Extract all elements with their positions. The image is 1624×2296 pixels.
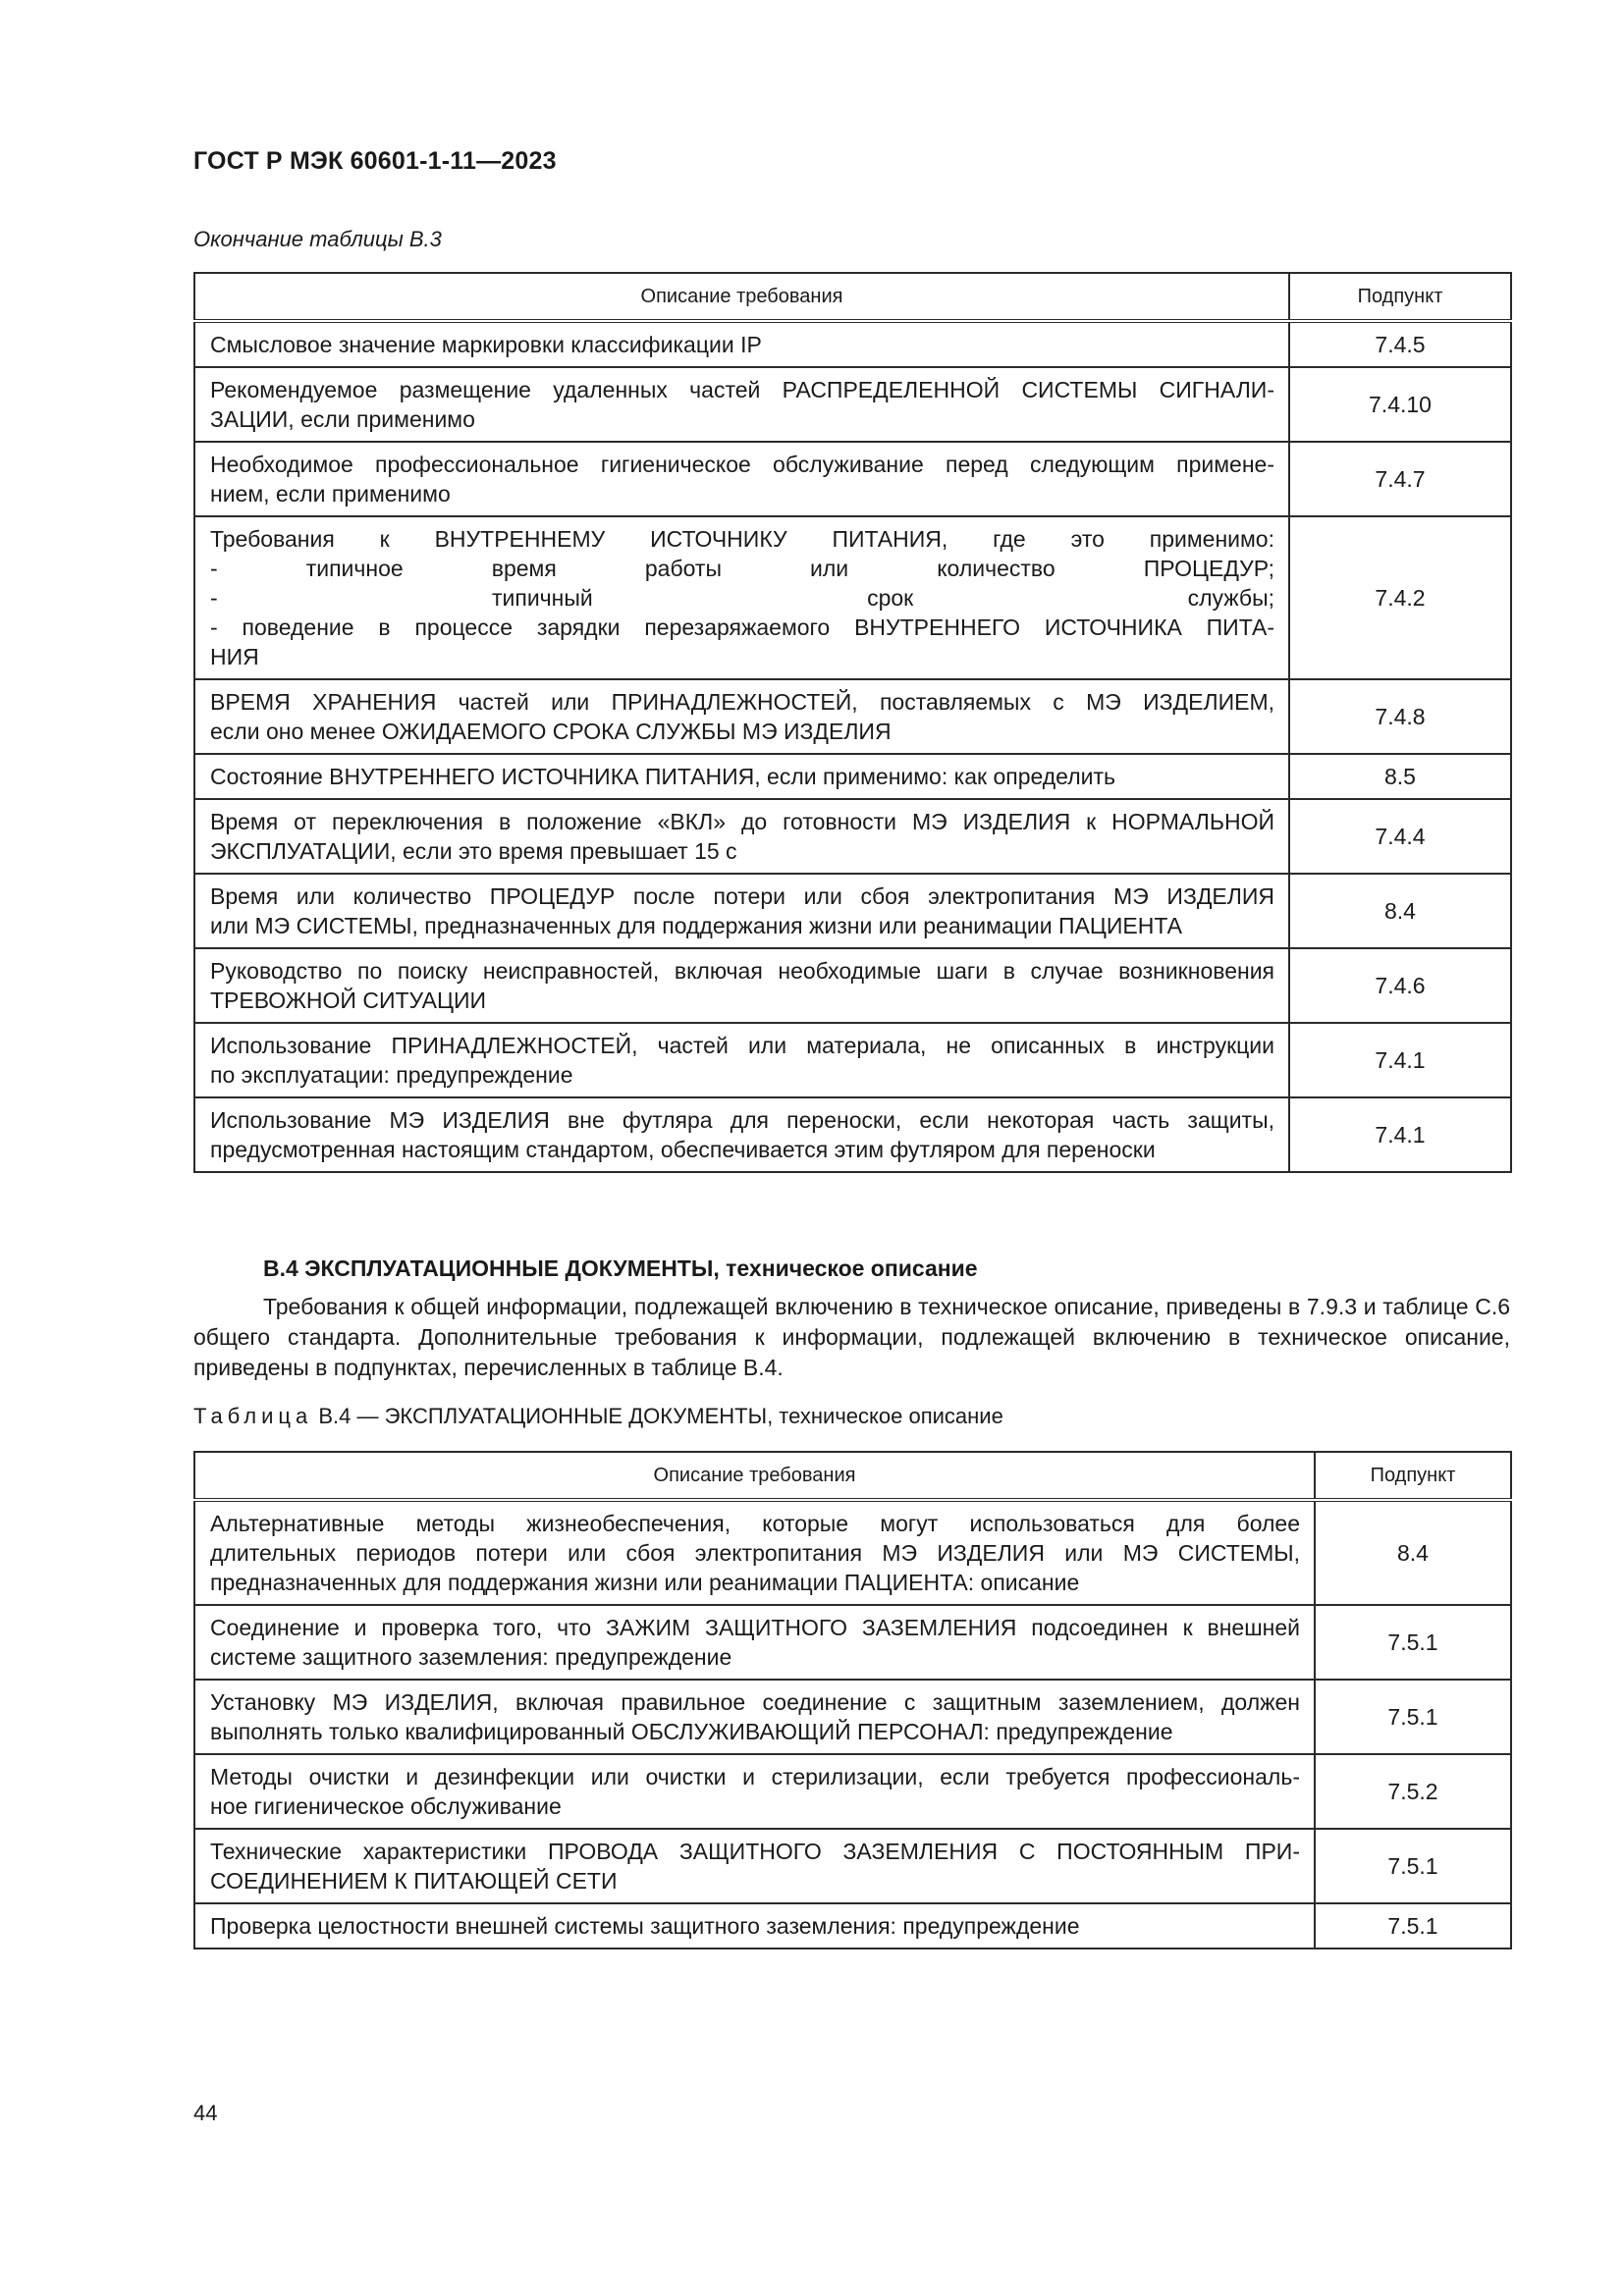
subclause-number: 7.5.1: [1315, 1680, 1511, 1754]
description-line: Время от переключения в положение «ВКЛ» до готовности МЭ ИЗДЕЛИЯ к НОРМАЛЬНОЙ: [210, 809, 1274, 834]
subclause-number: 7.5.1: [1315, 1903, 1511, 1949]
description-line: Необходимое профессиональное гигиеническое обслуживание перед следующим примене-: [210, 452, 1274, 477]
subclause-number: 8.5: [1289, 754, 1511, 799]
requirement-description: [194, 1903, 1315, 1949]
description-line: Требования к ВНУТРЕННЕМУ ИСТОЧНИКУ ПИТАНИЯ, где это применимо:: [210, 526, 1274, 552]
description-line: Проверка целостности внешней системы защитного заземления: предупреждение: [210, 1913, 1080, 1939]
description-line: Методы очистки и дезинфекции или очистки и стерилизации, если требуется профессиональ-: [210, 1764, 1300, 1789]
requirement-description: [194, 1754, 1315, 1829]
table-row: [194, 679, 1511, 754]
table-row: [194, 1605, 1511, 1680]
page-number: 44: [193, 2101, 218, 2125]
section-title: В.4 ЭКСПЛУАТАЦИОННЫЕ ДОКУМЕНТЫ, техническое описание: [263, 1255, 978, 1281]
description-line: Технические характеристики ПРОВОДА ЗАЩИТНОГО ЗАЗЕМЛЕНИЯ С ПОСТОЯННЫМ ПРИ-: [210, 1839, 1300, 1864]
subclause-number: 8.4: [1315, 1500, 1511, 1605]
description-line: ЭКСПЛУАТАЦИИ, если это время превышает 15 с: [210, 838, 737, 864]
description-line: по эксплуатации: предупреждение: [210, 1062, 573, 1088]
table-b4-caption-text: В.4 — ЭКСПЛУАТАЦИОННЫЕ ДОКУМЕНТЫ, техническое описание: [312, 1404, 1003, 1428]
description-line: Использование МЭ ИЗДЕЛИЯ вне футляра для переноски, если некоторая часть защиты,: [210, 1107, 1274, 1133]
column-header-subclause: Подпункт: [1289, 273, 1511, 321]
description-line: предназначенных для поддержания жизни или реанимации ПАЦИЕНТА: описание: [210, 1570, 1080, 1595]
subclause-number: 7.4.5: [1289, 321, 1511, 367]
table-row: [194, 1829, 1511, 1903]
table-body: [194, 1500, 1511, 1949]
table-row: [194, 321, 1511, 367]
requirement-description: [194, 1097, 1289, 1172]
table-b4-caption: [193, 1404, 1003, 1429]
requirement-description: [194, 516, 1289, 679]
description-line: нием, если применимо: [210, 481, 451, 507]
description-line: Состояние ВНУТРЕННЕГО ИСТОЧНИКА ПИТАНИЯ, если применимо: как определить: [210, 764, 1115, 789]
requirement-description: [194, 1680, 1315, 1754]
subclause-number: 7.4.10: [1289, 367, 1511, 442]
table-row: [194, 874, 1511, 948]
description-line: СОЕДИНЕНИЕМ К ПИТАЮЩЕЙ СЕТИ: [210, 1868, 618, 1894]
table-b4-caption-prefix: Таблица: [193, 1404, 313, 1428]
description-line: - типичный срок службы;: [210, 585, 1274, 611]
description-line: Смысловое значение маркировки классификации IP: [210, 332, 762, 357]
table-b3-caption: Окончание таблицы В.3: [193, 227, 442, 251]
subclause-number: 7.5.1: [1315, 1829, 1511, 1903]
requirement-description: [194, 1023, 1289, 1097]
requirement-description: [194, 874, 1289, 948]
description-line: или МЭ СИСТЕМЫ, предназначенных для поддержания жизни или реанимации ПАЦИЕНТА: [210, 913, 1183, 938]
description-line: НИЯ: [210, 644, 259, 669]
subclause-number: 7.4.8: [1289, 679, 1511, 754]
table-header-row: [194, 273, 1511, 321]
description-line: длительных периодов потери или сбоя электропитания МЭ ИЗДЕЛИЯ или МЭ СИСТЕМЫ,: [210, 1540, 1300, 1566]
description-line: - типичное время работы или количество ПРОЦЕДУР;: [210, 556, 1274, 581]
subclause-number: 7.4.1: [1289, 1023, 1511, 1097]
table-row: [194, 1500, 1511, 1605]
subclause-number: 7.5.2: [1315, 1754, 1511, 1829]
table-row: [194, 1903, 1511, 1949]
column-header-description: Описание требования: [194, 273, 1289, 321]
description-line: Использование ПРИНАДЛЕЖНОСТЕЙ, частей или материала, не описанных в инструкции: [210, 1033, 1274, 1058]
requirement-description: [194, 1500, 1315, 1605]
description-line: - поведение в процессе зарядки перезаряжаемого ВНУТРЕННЕГО ИСТОЧНИКА ПИТА-: [210, 614, 1274, 640]
table-row: [194, 948, 1511, 1023]
description-line: Соединение и проверка того, что ЗАЖИМ ЗАЩИТНОГО ЗАЗЕМЛЕНИЯ подсоединен к внешней: [210, 1615, 1300, 1640]
description-line: Установку МЭ ИЗДЕЛИЯ, включая правильное соединение с защитным заземлением, должен: [210, 1689, 1300, 1715]
description-line: Рекомендуемое размещение удаленных частей РАСПРЕДЕЛЕННОЙ СИСТЕМЫ СИГНАЛИ-: [210, 377, 1274, 402]
description-line: Альтернативные методы жизнеобеспечения, которые могут использоваться для более: [210, 1511, 1300, 1536]
description-line: Руководство по поиску неисправностей, включая необходимые шаги в случае возникновения: [210, 958, 1274, 984]
document-header: ГОСТ Р МЭК 60601-1-11—2023: [193, 147, 557, 175]
requirement-description: [194, 679, 1289, 754]
description-line: ное гигиеническое обслуживание: [210, 1793, 562, 1819]
description-line: ТРЕВОЖНОЙ СИТУАЦИИ: [210, 988, 487, 1013]
table-b4: [193, 1451, 1512, 1949]
table-row: [194, 516, 1511, 679]
column-header-subclause: Подпункт: [1315, 1452, 1511, 1500]
column-header-description: Описание требования: [194, 1452, 1315, 1500]
table-row: [194, 1680, 1511, 1754]
description-line: ВРЕМЯ ХРАНЕНИЯ частей или ПРИНАДЛЕЖНОСТЕЙ, поставляемых с МЭ ИЗДЕЛИЕМ,: [210, 689, 1274, 715]
description-line: выполнять только квалифицированный ОБСЛУЖИВАЮЩИЙ ПЕРСОНАЛ: предупреждение: [210, 1719, 1173, 1744]
description-line: системе защитного заземления: предупреждение: [210, 1644, 732, 1670]
subclause-number: 7.4.7: [1289, 442, 1511, 516]
requirement-description: [194, 442, 1289, 516]
subclause-number: 7.4.4: [1289, 799, 1511, 874]
subclause-number: 7.4.2: [1289, 516, 1511, 679]
table-b3: [193, 272, 1512, 1173]
table-row: [194, 1097, 1511, 1172]
table-row: [194, 442, 1511, 516]
table-row: [194, 799, 1511, 874]
table-row: [194, 1754, 1511, 1829]
table-body: [194, 321, 1511, 1172]
description-line: предусмотренная настоящим стандартом, обеспечивается этим футляром для переноски: [210, 1137, 1156, 1162]
requirement-description: [194, 321, 1289, 367]
requirement-description: [194, 799, 1289, 874]
subclause-number: 7.4.6: [1289, 948, 1511, 1023]
subclause-number: 7.5.1: [1315, 1605, 1511, 1680]
requirement-description: [194, 1829, 1315, 1903]
requirement-description: [194, 367, 1289, 442]
description-line: ЗАЦИИ, если применимо: [210, 406, 475, 432]
table-row: [194, 754, 1511, 799]
description-line: если оно менее ОЖИДАЕМОГО СРОКА СЛУЖБЫ МЭ ИЗДЕЛИЯ: [210, 719, 892, 744]
subclause-number: 7.4.1: [1289, 1097, 1511, 1172]
table-header-row: [194, 1452, 1511, 1500]
description-line: Время или количество ПРОЦЕДУР после потери или сбоя электропитания МЭ ИЗДЕЛИЯ: [210, 883, 1274, 909]
table-row: [194, 1023, 1511, 1097]
table-row: [194, 367, 1511, 442]
section-paragraph: Требования к общей информации, подлежащей включению в техническое описание, приведены в 7.9.3 и таблице С.6 общего стандарта. Дополнительные требования к информации, подлежащей включению в техническое описание, приведены в подпунктах, перечисленных в таблице В.4.: [193, 1294, 1510, 1380]
requirement-description: [194, 754, 1289, 799]
requirement-description: [194, 948, 1289, 1023]
requirement-description: [194, 1605, 1315, 1680]
subclause-number: 8.4: [1289, 874, 1511, 948]
